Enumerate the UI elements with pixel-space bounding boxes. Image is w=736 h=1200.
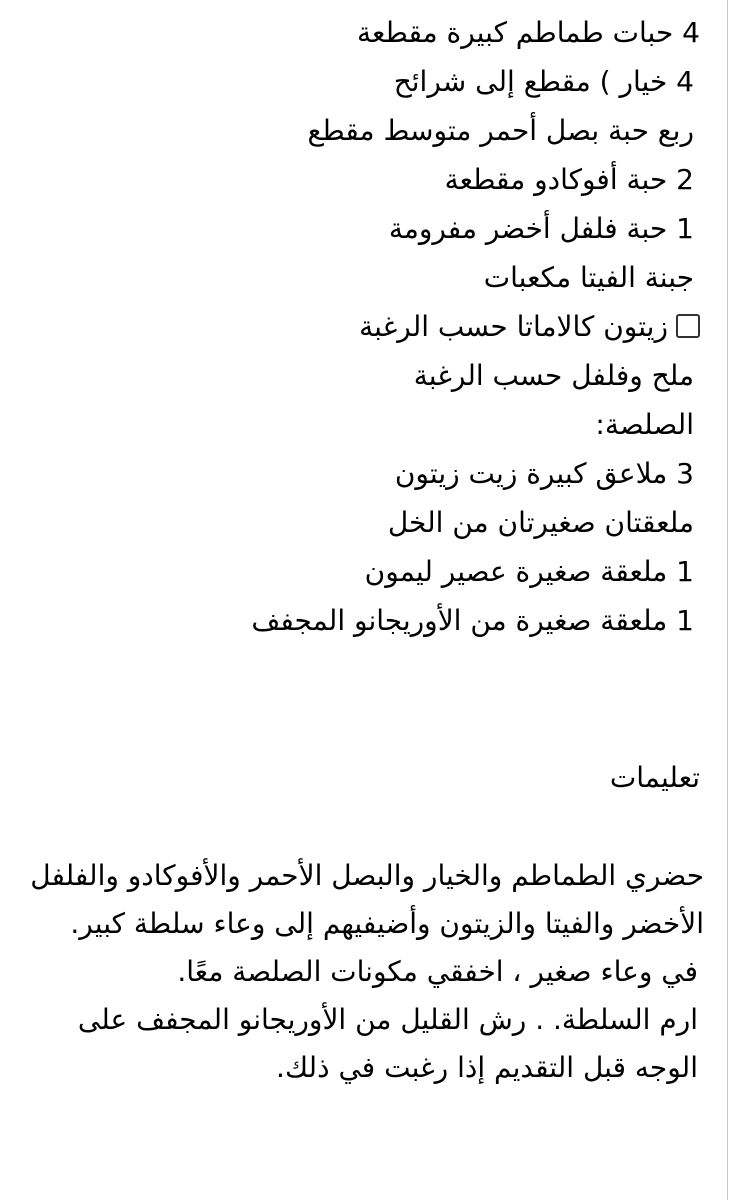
- ingredient-item: جبنة الفيتا مكعبات: [483, 261, 694, 294]
- ingredient-item: 1 ملعقة صغيرة عصير ليمون: [364, 555, 694, 588]
- ingredient-item: 1 ملعقة صغيرة من الأوريجانو المجفف: [251, 604, 694, 637]
- ingredient-item-label: زيتون كالاماتا حسب الرغبة: [359, 310, 668, 343]
- instruction-paragraph: في وعاء صغير ، اخفقي مكونات الصلصة معًا.: [177, 955, 698, 988]
- sauce-heading: الصلصة:: [595, 408, 694, 441]
- ingredient-item: 1 حبة فلفل أخضر مفرومة: [388, 212, 694, 245]
- ingredient-item: 4 خيار ) مقطع إلى شرائح: [393, 65, 694, 98]
- ingredient-item: ملعقتان صغيرتان من الخل: [387, 506, 694, 539]
- ingredient-item: 4 حبات طماطم كبيرة مقطعة: [357, 16, 700, 49]
- ingredient-item: 3 ملاعق كبيرة زيت زيتون: [394, 457, 694, 490]
- ingredient-item: ربع حبة بصل أحمر متوسط مقطع: [307, 114, 694, 147]
- ingredient-item-olives: [40, 302, 700, 351]
- ingredient-item: ملح وفلفل حسب الرغبة: [413, 359, 694, 392]
- instructions-title: تعليمات: [609, 761, 700, 794]
- instruction-paragraph: ارم السلطة. . رش القليل من الأوريجانو المجفف على الوجه قبل التقديم إذا رغبت في ذلك.: [77, 1003, 698, 1084]
- ingredients-list: [40, 8, 700, 645]
- checkbox-icon[interactable]: [676, 314, 700, 338]
- scroll-edge-divider: [727, 0, 728, 1200]
- instructions-body: [24, 852, 704, 1092]
- ingredient-item: 2 حبة أفوكادو مقطعة: [444, 163, 694, 196]
- instruction-paragraph: حضري الطماطم والخيار والبصل الأحمر والأفوكادو والفلفل الأخضر والفيتا والزيتون وأضيفيهم إلى وعاء سلطة كبير.: [30, 859, 704, 940]
